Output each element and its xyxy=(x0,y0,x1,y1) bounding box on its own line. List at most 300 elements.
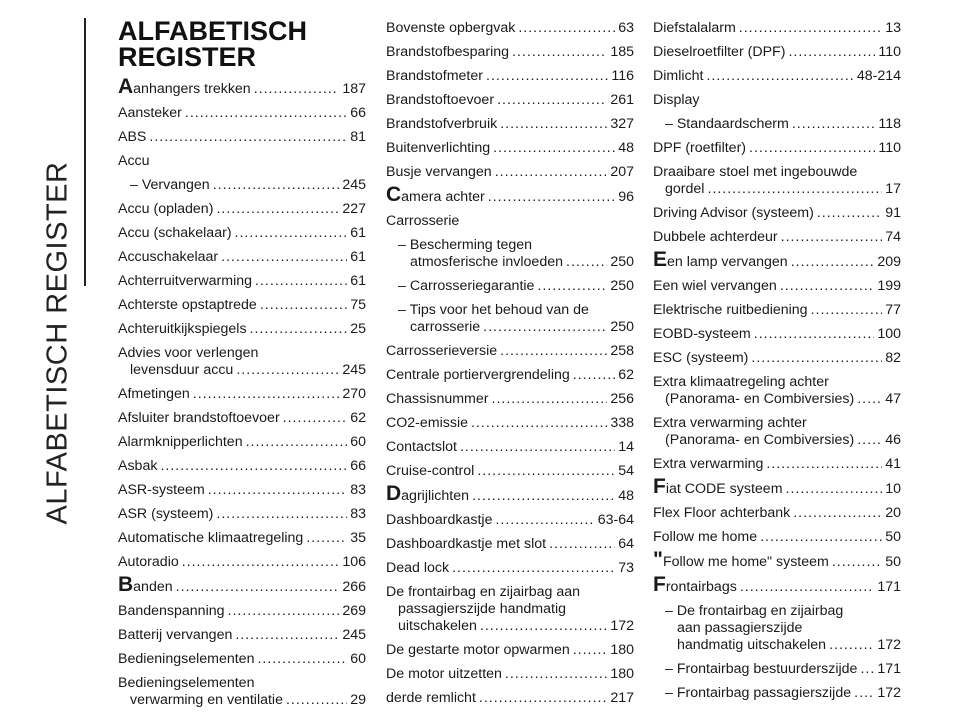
index-entry xyxy=(386,20,634,37)
index-entry xyxy=(386,536,634,553)
leader-dots xyxy=(505,666,607,683)
index-column-3 xyxy=(653,20,901,709)
index-page-number: 50 xyxy=(885,529,901,545)
index-entry xyxy=(118,345,366,379)
index-entry-text: Chassisnummer xyxy=(386,391,489,407)
index-entry-text: Diefstalalarm xyxy=(653,20,736,36)
leader-dots xyxy=(283,410,348,427)
index-page-number: 75 xyxy=(350,297,366,313)
index-page-number: 60 xyxy=(350,434,366,450)
index-entry-text: Busje vervangen xyxy=(386,164,492,180)
index-entry xyxy=(653,573,901,596)
index-entry-text: uitschakelen xyxy=(398,618,477,634)
leader-dots xyxy=(488,189,615,206)
index-entry-label xyxy=(665,685,851,702)
index-entry-label xyxy=(398,302,589,319)
index-entry-text: Bandenspanning xyxy=(118,603,225,619)
index-page-number: 61 xyxy=(350,225,366,241)
leader-dots xyxy=(573,642,608,659)
index-page-number: 106 xyxy=(342,554,366,570)
leader-dots xyxy=(182,554,340,571)
leader-dots xyxy=(793,505,882,522)
index-page-number: 171 xyxy=(877,661,901,677)
index-entry xyxy=(118,573,366,596)
index-page-number: 245 xyxy=(342,177,366,193)
index-entry xyxy=(386,690,634,707)
index-entry-label xyxy=(398,601,566,618)
index-page-number: 10 xyxy=(885,481,901,497)
index-entry-text: ASR-systeem xyxy=(118,482,205,498)
index-entry-label xyxy=(653,302,808,319)
index-entry-text: verwarming en ventilatie xyxy=(130,692,283,708)
index-page-number: 82 xyxy=(885,350,901,366)
index-page-number: 116 xyxy=(611,68,634,84)
index-entry-text: aan passagierszijde xyxy=(677,620,803,636)
index-entry xyxy=(386,140,634,157)
index-entry-text: Accu xyxy=(118,153,150,169)
index-page-number: 62 xyxy=(618,367,634,383)
index-page-number: 64 xyxy=(618,536,634,552)
index-entry-text: ESC (systeem) xyxy=(653,350,749,366)
index-page-number: 100 xyxy=(877,326,901,342)
index-page-number: 187 xyxy=(342,81,366,97)
index-entry xyxy=(118,75,366,98)
index-entry-label xyxy=(653,68,703,85)
index-entry-text: Achteruitkijkspiegels xyxy=(118,321,247,337)
index-page-number: 63 xyxy=(618,20,634,36)
index-entry-text: Accuschakelaar xyxy=(118,249,219,265)
leader-dots xyxy=(497,92,607,109)
leader-dots xyxy=(236,362,339,379)
index-page-number: 258 xyxy=(610,343,634,359)
index-entry xyxy=(386,68,634,85)
index-entry-text: Cruise-control xyxy=(386,463,475,479)
index-entry-label xyxy=(118,554,179,571)
index-entry-label xyxy=(118,506,213,523)
index-page-number: 66 xyxy=(350,458,366,474)
index-page-number: 73 xyxy=(618,560,634,576)
index-entry-label xyxy=(653,278,777,295)
leader-dots xyxy=(479,690,607,707)
index-entry xyxy=(653,68,901,85)
leader-dots xyxy=(460,439,615,456)
index-entry xyxy=(118,482,366,499)
index-page-number: 81 xyxy=(350,129,366,145)
index-page-number: 60 xyxy=(350,651,366,667)
index-page-number: 17 xyxy=(885,181,901,197)
index-entry-text: – Frontairbag bestuurderszijde xyxy=(665,661,858,677)
index-entry-label xyxy=(653,140,746,157)
index-entry-label xyxy=(386,584,580,601)
index-entry xyxy=(386,278,634,295)
index-entry-label xyxy=(118,75,251,98)
index-entry-label xyxy=(410,319,480,336)
index-entry-label xyxy=(386,690,476,707)
leader-dots xyxy=(255,273,347,290)
index-letter: F xyxy=(653,573,666,596)
index-entry xyxy=(118,506,366,523)
index-page-number: 96 xyxy=(618,189,634,205)
index-entry xyxy=(386,92,634,109)
page-heading-line-2: REGISTER xyxy=(118,42,257,72)
index-entry-text: Autoradio xyxy=(118,554,179,570)
leader-dots xyxy=(537,278,607,295)
index-page-number: 61 xyxy=(350,249,366,265)
index-entry-text: Bedieningselementen xyxy=(118,651,255,667)
index-entry-text: Advies voor verlengen xyxy=(118,345,259,361)
leader-dots xyxy=(193,386,340,403)
index-entry-text: Carrosserieversie xyxy=(386,343,498,359)
index-entry-label xyxy=(386,164,492,181)
index-entry xyxy=(386,666,634,683)
index-entry xyxy=(653,456,901,473)
leader-dots xyxy=(306,530,347,547)
index-entry-label xyxy=(653,529,757,546)
index-entry xyxy=(386,463,634,480)
index-entry-text: agrijlichten xyxy=(401,488,469,504)
leader-dots xyxy=(260,297,347,314)
index-entry-label xyxy=(386,642,570,659)
index-entry-label xyxy=(386,140,490,157)
index-letter: D xyxy=(386,482,402,505)
index-entry-text: Follow me home xyxy=(653,529,758,545)
index-entry-label xyxy=(118,321,247,338)
leader-dots xyxy=(500,116,607,133)
index-page-number: 266 xyxy=(342,579,366,595)
leader-dots xyxy=(854,685,874,702)
index-entry xyxy=(386,164,634,181)
index-entry xyxy=(118,297,366,314)
index-page-number: 54 xyxy=(618,463,634,479)
index-entry-label xyxy=(386,463,474,480)
index-entry-label xyxy=(653,505,790,522)
index-entry-label xyxy=(665,661,857,678)
index-entry xyxy=(386,642,634,659)
leader-dots xyxy=(707,181,882,198)
index-entry-label xyxy=(386,512,492,529)
index-entry-label xyxy=(130,692,283,709)
page-heading-line-1: ALFABETISCH xyxy=(118,16,307,46)
index-entry xyxy=(653,505,901,522)
index-letter: E xyxy=(653,248,668,271)
index-entry-text: Brandstoftoevoer xyxy=(386,92,495,108)
index-entry-label xyxy=(118,410,280,427)
index-entry-text: Elektrische ruitbediening xyxy=(653,302,808,318)
leader-dots xyxy=(472,488,615,505)
index-entry xyxy=(118,225,366,242)
leader-dots xyxy=(228,603,340,620)
index-entry-label xyxy=(653,92,700,109)
index-entry xyxy=(653,229,901,246)
index-entry-label xyxy=(130,177,210,194)
index-letter: C xyxy=(386,183,402,206)
index-entry-text: EOBD-systeem xyxy=(653,326,751,342)
index-entry xyxy=(653,603,901,654)
index-page-number: 172 xyxy=(610,618,634,634)
leader-dots xyxy=(766,456,882,473)
index-page-number: 207 xyxy=(610,164,634,180)
leader-dots xyxy=(257,651,347,668)
index-entry-text: Driving Advisor (systeem) xyxy=(653,205,814,221)
index-entry xyxy=(118,201,366,218)
index-entry-text: Aansteker xyxy=(118,105,182,121)
index-entry-label xyxy=(665,116,789,133)
index-entry xyxy=(653,685,901,702)
index-entry-text: Achterruitverwarming xyxy=(118,273,253,289)
index-entry-label xyxy=(386,415,468,432)
index-entry xyxy=(118,129,366,146)
index-entry-label xyxy=(410,254,563,271)
index-page-number: 62 xyxy=(350,410,366,426)
index-page-number: 250 xyxy=(610,278,634,294)
leader-dots xyxy=(235,627,339,644)
index-entry-text: Bedieningselementen xyxy=(118,675,255,691)
index-entry-label xyxy=(386,391,489,408)
index-entry-text: Draaibare stoel met ingebouwde xyxy=(653,164,858,180)
index-page-number: 91 xyxy=(885,205,901,221)
index-entry xyxy=(118,249,366,266)
index-entry-label xyxy=(118,201,213,218)
index-entry-text: anden xyxy=(133,579,173,595)
index-column-1 xyxy=(118,75,366,716)
index-entry-label xyxy=(677,637,826,654)
page-heading xyxy=(118,18,307,70)
index-entry-text: atmosferische invloeden xyxy=(410,254,563,270)
index-entry xyxy=(118,458,366,475)
leader-dots xyxy=(573,367,615,384)
index-entry-label xyxy=(118,297,257,314)
index-entry-text: De frontairbag en zijairbag aan xyxy=(386,584,581,600)
index-entry-label xyxy=(398,237,532,254)
index-page-number: 185 xyxy=(610,44,634,60)
leader-dots xyxy=(829,637,874,654)
index-entry xyxy=(653,302,901,319)
index-entry-text: Brandstofbesparing xyxy=(386,44,510,60)
leader-dots xyxy=(788,44,875,61)
leader-dots xyxy=(254,81,340,98)
leader-dots xyxy=(832,554,882,571)
index-entry xyxy=(118,153,366,170)
leader-dots xyxy=(749,140,875,157)
index-entry xyxy=(653,140,901,157)
index-entry-label xyxy=(386,44,509,61)
index-entry xyxy=(386,391,634,408)
index-entry-text: – Vervangen xyxy=(130,177,210,193)
index-entry xyxy=(386,415,634,432)
index-entry xyxy=(386,584,634,635)
index-page-number: 171 xyxy=(877,579,901,595)
index-entry-label xyxy=(386,116,497,133)
index-entry xyxy=(386,343,634,360)
index-entry-label xyxy=(386,213,459,230)
index-page-number: 110 xyxy=(878,44,901,60)
index-entry-text: (Panorama- en Combiversies) xyxy=(665,391,855,407)
index-entry xyxy=(653,278,901,295)
index-page-number: 50 xyxy=(885,554,901,570)
leader-dots xyxy=(791,254,875,271)
index-entry-label xyxy=(653,350,748,367)
index-entry xyxy=(386,367,634,384)
index-entry xyxy=(118,530,366,547)
index-page-number: 209 xyxy=(877,254,901,270)
index-page-number: 63-64 xyxy=(597,512,634,528)
index-entry-text: Brandstofmeter xyxy=(386,68,483,84)
index-entry xyxy=(653,116,901,133)
index-entry xyxy=(118,651,366,668)
index-entry xyxy=(386,439,634,456)
index-entry-label xyxy=(653,44,785,61)
index-entry-label xyxy=(653,326,751,343)
index-entry-text: – Carrosseriegarantie xyxy=(398,278,535,294)
leader-dots xyxy=(486,68,608,85)
index-page-number: 48 xyxy=(618,140,634,156)
leader-dots xyxy=(512,44,607,61)
index-entry-text: Afmetingen xyxy=(118,386,190,402)
index-entry-label xyxy=(677,620,802,637)
index-entry-text: – Standaardscherm xyxy=(665,116,789,132)
index-page-number: 172 xyxy=(877,637,901,653)
index-entry-label xyxy=(665,181,704,198)
index-page-number: 66 xyxy=(350,105,366,121)
leader-dots xyxy=(452,560,615,577)
index-entry-label xyxy=(386,367,570,384)
index-entry-text: amera achter xyxy=(401,189,485,205)
leader-dots xyxy=(493,140,615,157)
index-entry xyxy=(118,410,366,427)
index-entry-text: Bovenste opbergvak xyxy=(386,20,516,36)
leader-dots xyxy=(786,481,883,498)
index-page-number: 13 xyxy=(885,20,901,36)
index-entry xyxy=(118,603,366,620)
leader-dots xyxy=(495,512,594,529)
index-entry-text: anhangers trekken xyxy=(133,81,251,97)
index-page-number: 25 xyxy=(350,321,366,337)
index-entry-text: Dubbele achterdeur xyxy=(653,229,778,245)
index-entry-label xyxy=(653,573,737,596)
leader-dots xyxy=(250,321,348,338)
index-entry-label xyxy=(118,153,150,170)
index-entry xyxy=(653,164,901,198)
leader-dots xyxy=(477,463,615,480)
index-entry xyxy=(653,475,901,498)
index-entry-text: (Panorama- en Combiversies) xyxy=(665,432,855,448)
index-entry-text: gordel xyxy=(665,181,705,197)
index-entry-text: – Tips voor het behoud van de xyxy=(398,302,589,318)
leader-dots xyxy=(149,129,347,146)
index-entry-text: Extra klimaatregeling achter xyxy=(653,374,829,390)
side-divider xyxy=(84,18,86,286)
index-entry xyxy=(653,529,901,546)
index-entry-text: CO2-emissie xyxy=(386,415,468,431)
index-page-number: 74 xyxy=(885,229,901,245)
index-entry-text: passagierszijde handmatig xyxy=(398,601,566,617)
index-page-number: 77 xyxy=(885,302,901,318)
index-entry-label xyxy=(386,68,483,85)
index-entry-text: Dimlicht xyxy=(653,68,704,84)
index-page-number: 172 xyxy=(877,685,901,701)
index-entry xyxy=(653,548,901,571)
index-page-number: 110 xyxy=(878,140,901,156)
index-entry-text: Extra verwarming xyxy=(653,456,764,472)
index-entry xyxy=(386,482,634,505)
index-entry-label xyxy=(118,651,254,668)
index-page-number: 41 xyxy=(885,456,901,472)
index-entry xyxy=(653,20,901,37)
index-entry-text: DPF (roetfilter) xyxy=(653,140,747,156)
index-page-number: 83 xyxy=(350,482,366,498)
leader-dots xyxy=(208,482,348,499)
index-entry-text: Accu (schakelaar) xyxy=(118,225,232,241)
index-entry-label xyxy=(118,603,225,620)
index-entry-text: Extra verwarming achter xyxy=(653,415,807,431)
leader-dots xyxy=(792,116,876,133)
index-entry xyxy=(118,177,366,194)
index-entry xyxy=(653,44,901,61)
index-entry-label xyxy=(118,458,157,475)
index-entry-text: iat CODE systeem xyxy=(665,481,783,497)
index-page-number: 217 xyxy=(610,690,634,706)
leader-dots xyxy=(857,391,882,408)
index-page-number: 245 xyxy=(342,627,366,643)
leader-dots xyxy=(706,68,853,85)
index-entry-label xyxy=(386,482,469,505)
index-entry-label xyxy=(386,666,502,683)
index-entry-text: Flex Floor achterbank xyxy=(653,505,791,521)
leader-dots xyxy=(857,432,882,449)
index-entry xyxy=(386,560,634,577)
index-page-number: 261 xyxy=(610,92,634,108)
index-entry-label xyxy=(653,164,857,181)
leader-dots xyxy=(176,579,340,596)
index-entry-text: Follow me home" systeem xyxy=(662,554,829,570)
index-letter: F xyxy=(653,475,666,498)
index-entry xyxy=(386,116,634,133)
index-entry xyxy=(653,248,901,271)
index-entry-text: De gestarte motor opwarmen xyxy=(386,642,570,658)
index-page-number: 269 xyxy=(342,603,366,619)
leader-dots xyxy=(235,225,348,242)
index-entry-text: rontairbags xyxy=(665,579,737,595)
index-entry-text: ABS xyxy=(118,129,147,145)
index-entry-label xyxy=(118,530,303,547)
index-entry-label xyxy=(118,386,190,403)
leader-dots xyxy=(480,618,607,635)
index-entry-text: Een wiel vervangen xyxy=(653,278,777,294)
index-entry xyxy=(653,205,901,222)
index-page-number: 327 xyxy=(610,116,634,132)
index-entry-text: Alarmknipperlichten xyxy=(118,434,243,450)
index-page-number: 256 xyxy=(610,391,634,407)
index-page-number: 250 xyxy=(610,319,634,335)
index-entry xyxy=(118,627,366,644)
index-entry-text: handmatig uitschakelen xyxy=(677,637,827,653)
index-entry-label xyxy=(118,249,218,266)
leader-dots xyxy=(518,20,615,37)
index-letter: A xyxy=(118,75,134,98)
index-entry-label xyxy=(118,627,232,644)
index-entry-label xyxy=(665,603,843,620)
index-entry-text: Brandstofverbruik xyxy=(386,116,498,132)
leader-dots xyxy=(811,302,883,319)
index-entry xyxy=(118,273,366,290)
index-entry-label xyxy=(653,205,814,222)
index-entry xyxy=(118,554,366,571)
side-section-title: ALFABETISCH REGISTER xyxy=(41,161,74,525)
index-entry-label xyxy=(386,92,494,109)
index-page-number: 46 xyxy=(885,432,901,448)
leader-dots xyxy=(549,536,615,553)
index-entry-text: en lamp vervangen xyxy=(667,254,788,270)
